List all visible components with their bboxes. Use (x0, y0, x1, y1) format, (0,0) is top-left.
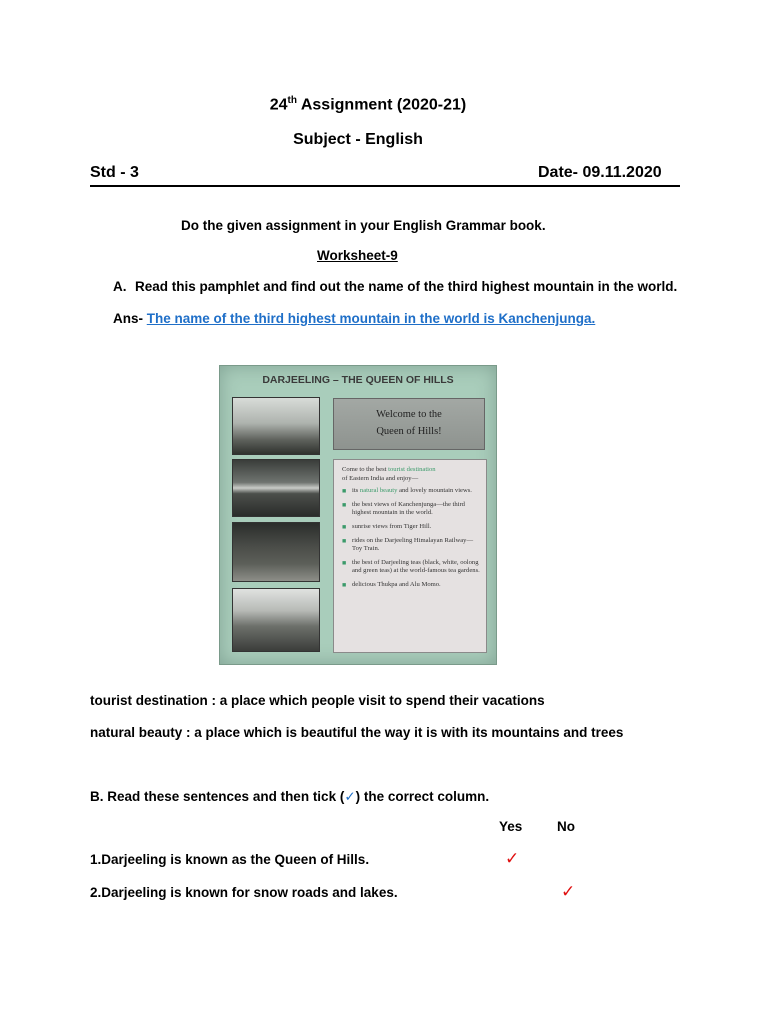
list-item (342, 501, 480, 518)
definition-natural-beauty: natural beauty : a place which is beautiful the way it is with its mountains and trees (90, 725, 624, 740)
question-b (90, 789, 489, 805)
pamphlet-image (219, 365, 497, 665)
question-a (113, 279, 677, 294)
bullet-icon: ■ (342, 558, 347, 567)
item-text: its (352, 487, 360, 495)
question-a-text: Read this pamphlet and find out the name of the third highest mountain in the world. (135, 279, 678, 294)
item-highlight: natural beauty (359, 487, 398, 495)
item-text: rides on the Darjeeling Himalayan Railway—Toy Train. (352, 536, 474, 553)
answer-prefix: Ans- (113, 311, 147, 326)
bullet-icon: ■ (342, 487, 347, 496)
title-superscript: th (287, 95, 297, 106)
sentence-1: 1.Darjeeling is known as the Queen of Hills. (90, 852, 370, 867)
date-label: Date- 09.11.2020 (538, 164, 662, 181)
sentence-2: 2.Darjeeling is known for snow roads and lakes. (90, 885, 398, 900)
pamphlet-intro (342, 466, 480, 483)
list-item (342, 523, 480, 532)
standard-label: Std - 3 (90, 164, 139, 181)
bullet-icon: ■ (342, 536, 347, 545)
item-text: delicious Thukpa and Alu Momo. (352, 580, 441, 588)
snow-peak-photo (232, 459, 320, 517)
toy-train-photo (232, 522, 320, 582)
item-text: sunrise views from Tiger Hill. (352, 522, 432, 530)
welcome-line-1: Welcome to the (376, 409, 442, 420)
list-item (342, 581, 480, 590)
intro-b: of Eastern India and enjoy— (342, 474, 419, 482)
welcome-line-2: Queen of Hills! (376, 426, 442, 437)
definition-tourist-destination: tourist destination : a place which people visit to spend their vacations (90, 693, 545, 708)
pamphlet-list (342, 487, 480, 589)
list-item (342, 537, 480, 554)
title-rest: Assignment (2020-21) (297, 96, 467, 114)
item-text: the best of Darjeeling teas (black, white, oolong and green teas) at the world-famous tea gardens. (352, 558, 480, 575)
subject-heading: Subject - English (293, 131, 423, 148)
instruction-text: Do the given assignment in your English Grammar book. (181, 218, 546, 233)
list-item (342, 487, 480, 496)
question-a-label: A. (113, 279, 127, 294)
hills-photo (232, 588, 320, 652)
column-yes-header: Yes (499, 819, 523, 834)
bullet-icon: ■ (342, 580, 347, 589)
item-text-post: and lovely mountain views. (397, 487, 472, 495)
pamphlet-text-panel (333, 459, 487, 653)
welcome-banner (333, 398, 485, 450)
pamphlet-title: DARJEELING – THE QUEEN OF HILLS (262, 374, 454, 386)
intro-highlight: tourist destination (388, 466, 436, 473)
title-number: 24 (269, 96, 288, 114)
tick-mark-icon: ✓ (561, 882, 576, 901)
list-item (342, 559, 480, 576)
item-text: the best views of Kanchenjunga—the third highest mountain in the world. (352, 500, 465, 517)
header-divider (90, 185, 680, 187)
tick-mark-icon: ✓ (505, 849, 520, 868)
bullet-icon: ■ (342, 500, 347, 509)
worksheet-heading: Worksheet-9 (317, 248, 398, 263)
mountain-photo (232, 397, 320, 455)
assignment-title (0, 95, 736, 114)
intro-a: Come to the best (342, 466, 389, 473)
check-icon: ✓ (344, 789, 356, 804)
answer-link[interactable]: The name of the third highest mountain in the world is Kanchenjunga. (146, 311, 596, 326)
column-no-header: No (557, 819, 575, 834)
question-b-text-after: ) the correct column. (355, 789, 490, 804)
answer-a (113, 311, 595, 326)
question-b-text-before: B. Read these sentences and then tick ( (90, 789, 345, 804)
bullet-icon: ■ (342, 522, 347, 531)
